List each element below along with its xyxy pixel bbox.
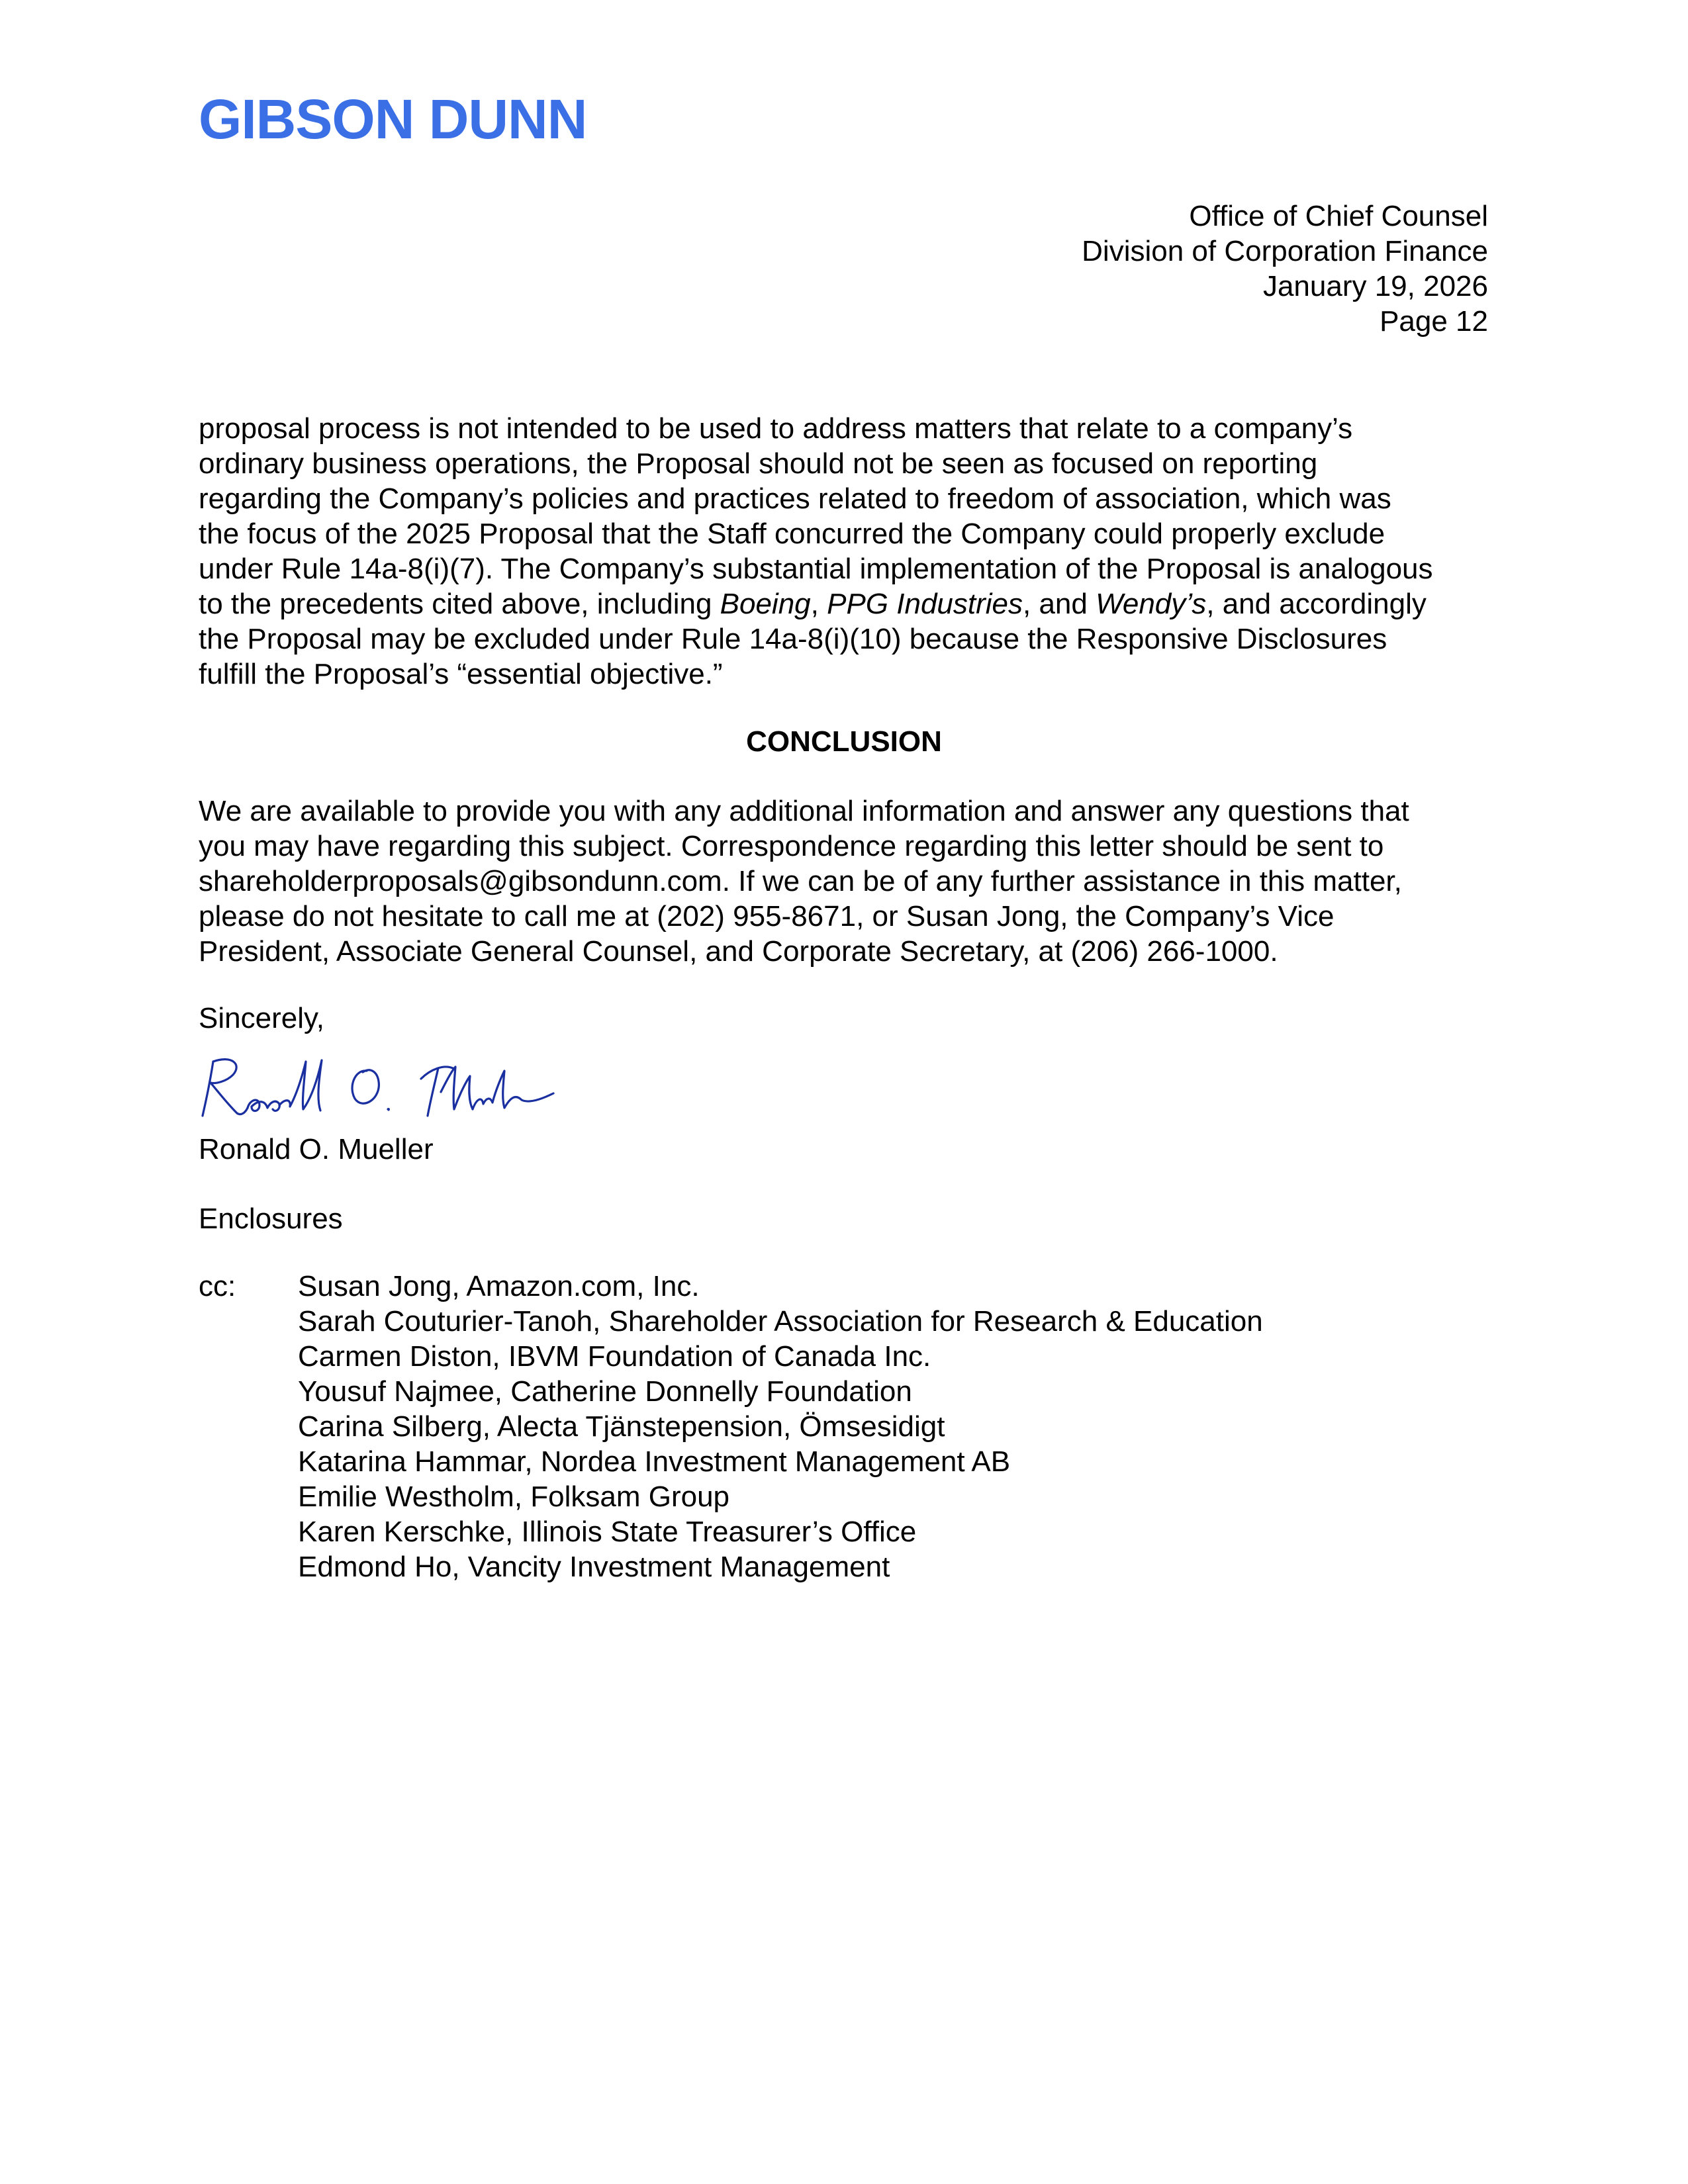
recipient-address-block [1082, 199, 1488, 339]
body-paragraph-2 [199, 794, 1496, 969]
text-segment: , [810, 588, 827, 620]
text-line: President, Associate General Counsel, and Corporate Secretary, at (206) 266-1000. [199, 935, 1278, 968]
cc-recipient: Carmen Diston, IBVM Foundation of Canada Inc. [298, 1340, 931, 1373]
enclosures-note: Enclosures [199, 1203, 343, 1235]
firm-logo: GIBSON DUNN [199, 88, 587, 150]
text-line: We are available to provide you with any additional information and answer any questions that [199, 795, 1409, 827]
cc-recipient: Sarah Couturier-Tanoh, Shareholder Association for Research & Education [298, 1305, 1263, 1338]
text-segment: to the precedents cited above, including [199, 588, 720, 620]
letter-date: January 19, 2026 [1262, 270, 1488, 302]
case-name-boeing: Boeing [720, 588, 811, 620]
text-line: you may have regarding this subject. Correspondence regarding this letter should be sent to [199, 830, 1384, 862]
signature [199, 1052, 556, 1125]
text-line [199, 586, 1496, 621]
cc-recipient: Karen Kerschke, Illinois State Treasurer’s Office [298, 1516, 917, 1548]
text-line: under Rule 14a-8(i)(7). The Company’s substantial implementation of the Proposal is analogous [199, 553, 1433, 585]
cc-label: cc: [199, 1270, 236, 1302]
text-segment: , and [1023, 588, 1096, 620]
cc-recipient: Carina Silberg, Alecta Tjänstepension, Ömsesidigt [298, 1410, 945, 1443]
text-line: fulfill the Proposal’s “essential objective.” [199, 658, 723, 690]
case-name-wendys: Wendy’s [1096, 588, 1207, 620]
text-line: the Proposal may be excluded under Rule 14a-8(i)(10) because the Responsive Disclosures [199, 623, 1387, 655]
page-number: Page 12 [1380, 305, 1488, 338]
body-paragraph-1 [199, 411, 1496, 692]
case-name-ppg: PPG Industries [827, 588, 1023, 620]
signer-name: Ronald O. Mueller [199, 1133, 434, 1165]
cc-recipient: Edmond Ho, Vancity Investment Management [298, 1551, 890, 1583]
text-line: ordinary business operations, the Proposal should not be seen as focused on reporting [199, 447, 1318, 480]
text-line: please do not hesitate to call me at (202) 955-8671, or Susan Jong, the Company’s Vice [199, 900, 1335, 933]
cc-recipient: Yousuf Najmee, Catherine Donnelly Foundation [298, 1375, 912, 1408]
cc-recipient: Katarina Hammar, Nordea Investment Management AB [298, 1445, 1011, 1478]
text-line: proposal process is not intended to be used to address matters that relate to a company’s [199, 412, 1353, 445]
address-line: Office of Chief Counsel [1189, 200, 1488, 232]
cc-recipient: Susan Jong, Amazon.com, Inc. [298, 1270, 700, 1302]
cc-recipient: Emilie Westholm, Folksam Group [298, 1480, 730, 1513]
address-line: Division of Corporation Finance [1082, 235, 1488, 267]
text-line: the focus of the 2025 Proposal that the Staff concurred the Company could properly exclude [199, 518, 1385, 550]
text-segment: , and accordingly [1206, 588, 1427, 620]
section-heading: CONCLUSION [746, 725, 942, 758]
cc-recipient-list [298, 1269, 1263, 1584]
text-line: regarding the Company’s policies and practices related to freedom of association, which was [199, 482, 1391, 515]
text-line: shareholderproposals@gibsondunn.com. If we can be of any further assistance in this matter, [199, 865, 1402, 897]
closing-salutation: Sincerely, [199, 1002, 324, 1034]
